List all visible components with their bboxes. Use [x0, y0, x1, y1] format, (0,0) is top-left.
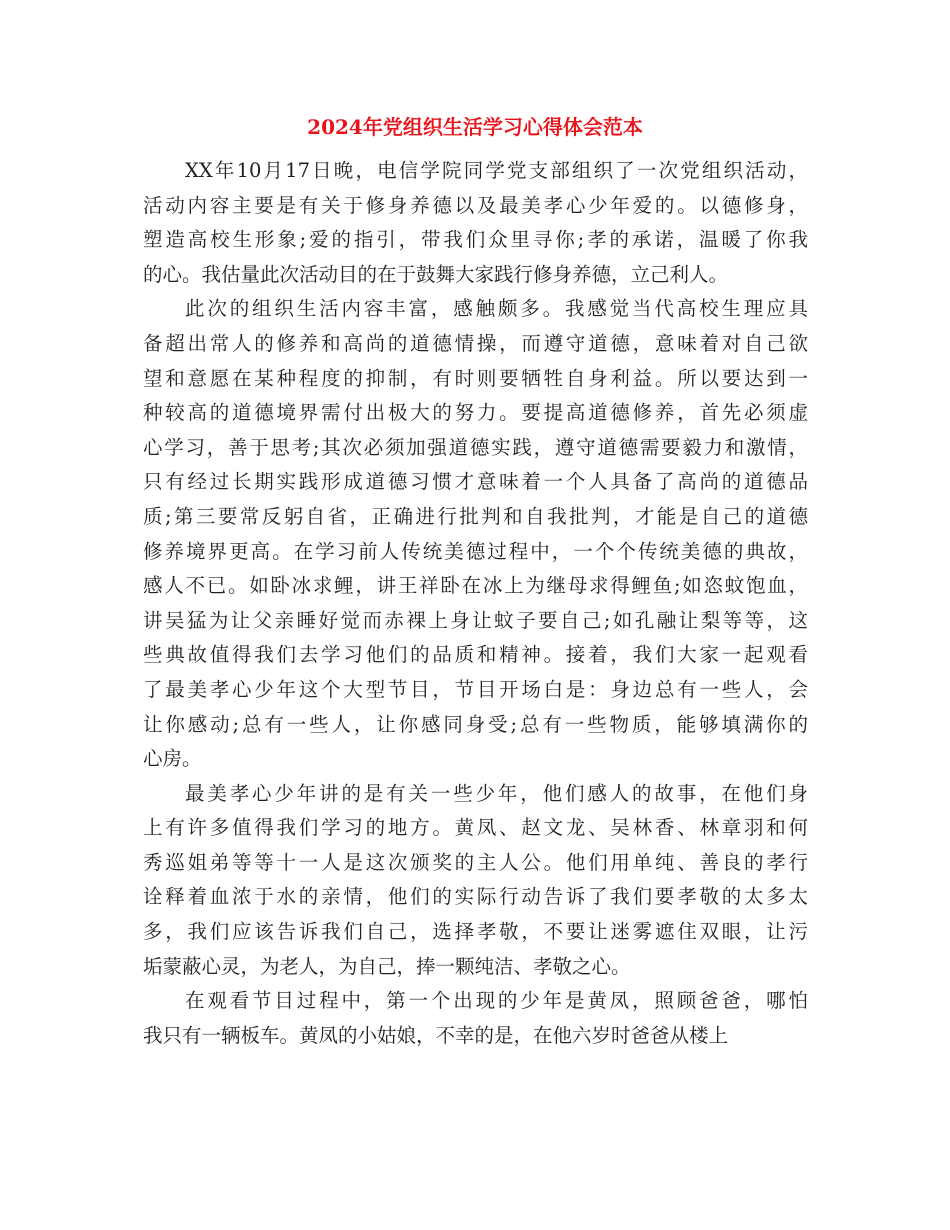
text-line: 秀巡姐弟等等十一人是这次颁奖的主人公。他们用单纯、善良的孝行	[143, 850, 808, 874]
text-line: 诠释着血浓于水的亲情，他们的实际行动告诉了我们要孝敬的太多太	[143, 885, 808, 909]
text-line: 我只有一辆板车。黄凤的小姑娘，不幸的是，在他六岁时爸爸从楼上	[143, 1023, 729, 1047]
text-line: 多，我们应该告诉我们自己，选择孝敬，不要让迷雾遮住双眼，让污	[143, 920, 808, 944]
text-line: 让你感动;总有一些人，让你感同身受;总有一些物质，能够填满你的	[143, 712, 808, 736]
document-body	[143, 154, 808, 1053]
text-line: 质;第三要常反躬自省，正确进行批判和自我批判，才能是自己的道德	[143, 504, 808, 528]
paragraph	[143, 292, 808, 776]
text-line: 望和意愿在某种程度的抑制，有时则要牺牲自身利益。所以要达到一	[143, 366, 808, 390]
paragraph	[143, 154, 808, 292]
paragraph	[143, 984, 808, 1053]
text-line: 心房。	[143, 747, 202, 771]
text-line: 些典故值得我们去学习他们的品质和精神。接着，我们大家一起观看	[143, 643, 808, 667]
text-line: 备超出常人的修养和高尚的道德情操，而遵守道德，意味着对自己欲	[143, 331, 808, 355]
text-line: 修养境界更高。在学习前人传统美德过程中，一个个传统美德的典故，	[143, 539, 808, 563]
text-line: 塑造高校生形象;爱的指引，带我们众里寻你;孝的承诺，温暖了你我	[143, 228, 808, 252]
text-line: 感人不已。如卧冰求鲤，讲王祥卧在冰上为继母求得鲤鱼;如恣蚊饱血，	[143, 574, 808, 598]
text-line: 心学习，善于思考;其次必须加强道德实践，遵守道德需要毅力和激情，	[143, 435, 808, 459]
text-line: 只有经过长期实践形成道德习惯才意味着一个人具备了高尚的道德品	[143, 470, 808, 494]
text-line: 最美孝心少年讲的是有关一些少年，他们感人的故事，在他们身	[185, 781, 808, 805]
text-line: 讲吴猛为让父亲睡好觉而赤裸上身让蚊子要自己;如孔融让梨等等，这	[143, 608, 808, 632]
text-line: 种较高的道德境界需付出极大的努力。要提高道德修养，首先必须虚	[143, 401, 808, 425]
text-line: 在观看节目过程中，第一个出现的少年是黄凤，照顾爸爸，哪怕	[185, 989, 808, 1013]
text-line: XX年10月17日晚，电信学院同学党支部组织了一次党组织活动，	[185, 159, 808, 182]
text-line: 的心。我估量此次活动目的在于鼓舞大家践行修身养德，立己利人。	[143, 262, 729, 286]
text-line: 上有许多值得我们学习的地方。黄凤、赵文龙、吴林香、林章羽和何	[143, 816, 808, 840]
text-line: 此次的组织生活内容丰富，感触颇多。我感觉当代高校生理应具	[185, 297, 808, 321]
paragraph	[143, 777, 808, 985]
text-line: 了最美孝心少年这个大型节目，节目开场白是：身边总有一些人，会	[143, 677, 808, 701]
text-line: 活动内容主要是有关于修身养德以及最美孝心少年爱的。以德修身，	[143, 193, 808, 217]
text-line: 垢蒙蔽心灵，为老人，为自己，捧一颗纯洁、孝敬之心。	[143, 954, 631, 978]
document-title: 2024年党组织生活学习心得体会范本	[307, 115, 643, 139]
